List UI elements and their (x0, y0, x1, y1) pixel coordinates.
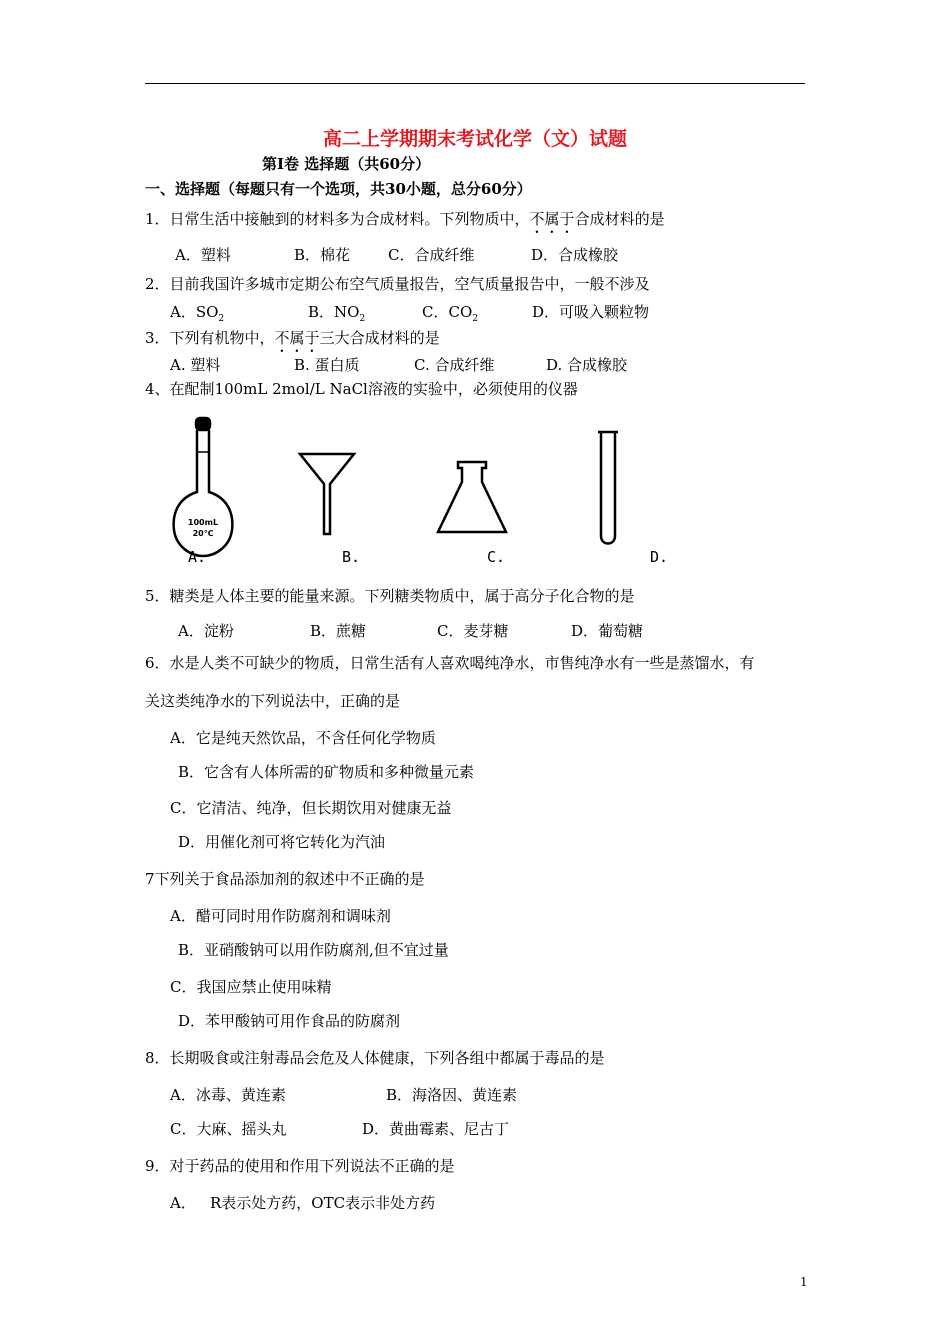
question-3-stem: 3．下列有机物中，不属于三大合成材料的是 (145, 329, 440, 347)
funnel-icon (300, 454, 354, 534)
instructions: 一、选择题（每题只有一个选项，共30小题，总分60分） (145, 180, 532, 198)
q5-option-a[interactable]: A．淀粉 (178, 622, 234, 640)
q6-option-c[interactable]: C．它清洁、纯净，但长期饮用对健康无益 (170, 799, 452, 817)
question-2-stem: 2．目前我国许多城市定期公布空气质量报告，空气质量报告中，一般不涉及 (145, 275, 650, 293)
q6-option-d[interactable]: D．用催化剂可将它转化为汽油 (178, 833, 386, 851)
question-8-stem: 8．长期吸食或注射毒品会危及人体健康，下列各组中都属于毒品的是 (145, 1049, 605, 1067)
q2-option-b[interactable]: B．$NO_2$ (308, 303, 366, 324)
flask-temp-label: 20℃ (192, 529, 214, 538)
q1-option-a[interactable]: A．塑料 (175, 246, 231, 264)
emphasis-not: 不属于 (529, 210, 575, 228)
conical-flask-icon (438, 462, 506, 532)
q3-option-a[interactable]: A. 塑料 (170, 356, 221, 374)
q7-option-c[interactable]: C．我国应禁止使用味精 (170, 978, 332, 996)
question-9-stem: 9．对于药品的使用和作用下列说法不正确的是 (145, 1157, 455, 1175)
q8-option-b[interactable]: B．海洛因、黄连素 (386, 1086, 518, 1104)
q8-option-c[interactable]: C．大麻、摇头丸 (170, 1120, 287, 1138)
q1-option-b[interactable]: B．棉花 (294, 246, 351, 264)
apparatus-figure (160, 412, 720, 572)
q4-option-b[interactable]: B. (342, 548, 361, 566)
q4-option-a[interactable]: A. (188, 548, 207, 566)
question-1-stem: 1．日常生活中接触到的材料多为合成材料。下列物质中，不属于合成材料的是 (145, 210, 665, 228)
question-5-stem: 5．糖类是人体主要的能量来源。下列糖类物质中，属于高分子化合物的是 (145, 587, 635, 605)
volumetric-flask-icon (174, 418, 233, 556)
q2-option-a[interactable]: A．$SO_2$ (170, 303, 225, 324)
q6-option-b[interactable]: B．它含有人体所需的矿物质和多种微量元素 (178, 763, 475, 781)
q2-option-c[interactable]: C．$CO_2$ (422, 303, 478, 324)
question-6-stem-line2: 关这类纯净水的下列说法中，正确的是 (145, 692, 401, 710)
section-heading: 第Ⅰ卷 选择题（共60分） (262, 155, 431, 173)
q3-option-b[interactable]: B. 蛋白质 (294, 356, 360, 374)
top-rule (145, 83, 805, 84)
q8-option-a[interactable]: A．冰毒、黄连素 (170, 1086, 286, 1104)
q7-option-a[interactable]: A．醋可同时用作防腐剂和调味剂 (170, 907, 391, 925)
q4-option-d[interactable]: D. (650, 548, 669, 566)
q6-option-a[interactable]: A．它是纯天然饮品，不含任何化学物质 (170, 729, 436, 747)
q3-option-d[interactable]: D. 合成橡胶 (546, 356, 628, 374)
q5-option-b[interactable]: B．蔗糖 (310, 622, 367, 640)
test-tube-icon (598, 432, 618, 544)
q3-option-c[interactable]: C. 合成纤维 (414, 356, 495, 374)
q7-option-d[interactable]: D．苯甲酸钠可用作食品的防腐剂 (178, 1012, 401, 1030)
q9-option-a-letter[interactable]: A． (170, 1194, 196, 1212)
q2-option-d[interactable]: D．可吸入颗粒物 (532, 303, 650, 321)
q1-option-d[interactable]: D．合成橡胶 (531, 246, 619, 264)
question-4-stem: 4、在配制100mL 2mol/L NaCl溶液的实验中，必须使用的仪器 (145, 380, 578, 398)
q5-option-c[interactable]: C．麦芽糖 (437, 622, 509, 640)
page-number: 1 (800, 1275, 808, 1289)
q7-option-b[interactable]: B．亚硝酸钠可以用作防腐剂,但不宜过量 (178, 941, 449, 959)
question-7-stem: 7下列关于食品添加剂的叙述中不正确的是 (145, 870, 425, 888)
q1-option-c[interactable]: C．合成纤维 (388, 246, 475, 264)
q4-option-c[interactable]: C. (487, 548, 506, 566)
q9-option-a-text[interactable]: R表示处方药，OTC表示非处方药 (210, 1194, 436, 1212)
q5-option-d[interactable]: D．葡萄糖 (571, 622, 644, 640)
exam-title: 高二上学期期末考试化学（文）试题 (322, 128, 627, 150)
q8-option-d[interactable]: D．黄曲霉素、尼古丁 (362, 1120, 510, 1138)
emphasis-not: 不属于 (274, 329, 320, 347)
question-6-stem-line1: 6．水是人类不可缺少的物质，日常生活有人喜欢喝纯净水，市售纯净水有一些是蒸馏水，有 (145, 654, 755, 672)
flask-volume-label: 100mL (187, 518, 219, 527)
